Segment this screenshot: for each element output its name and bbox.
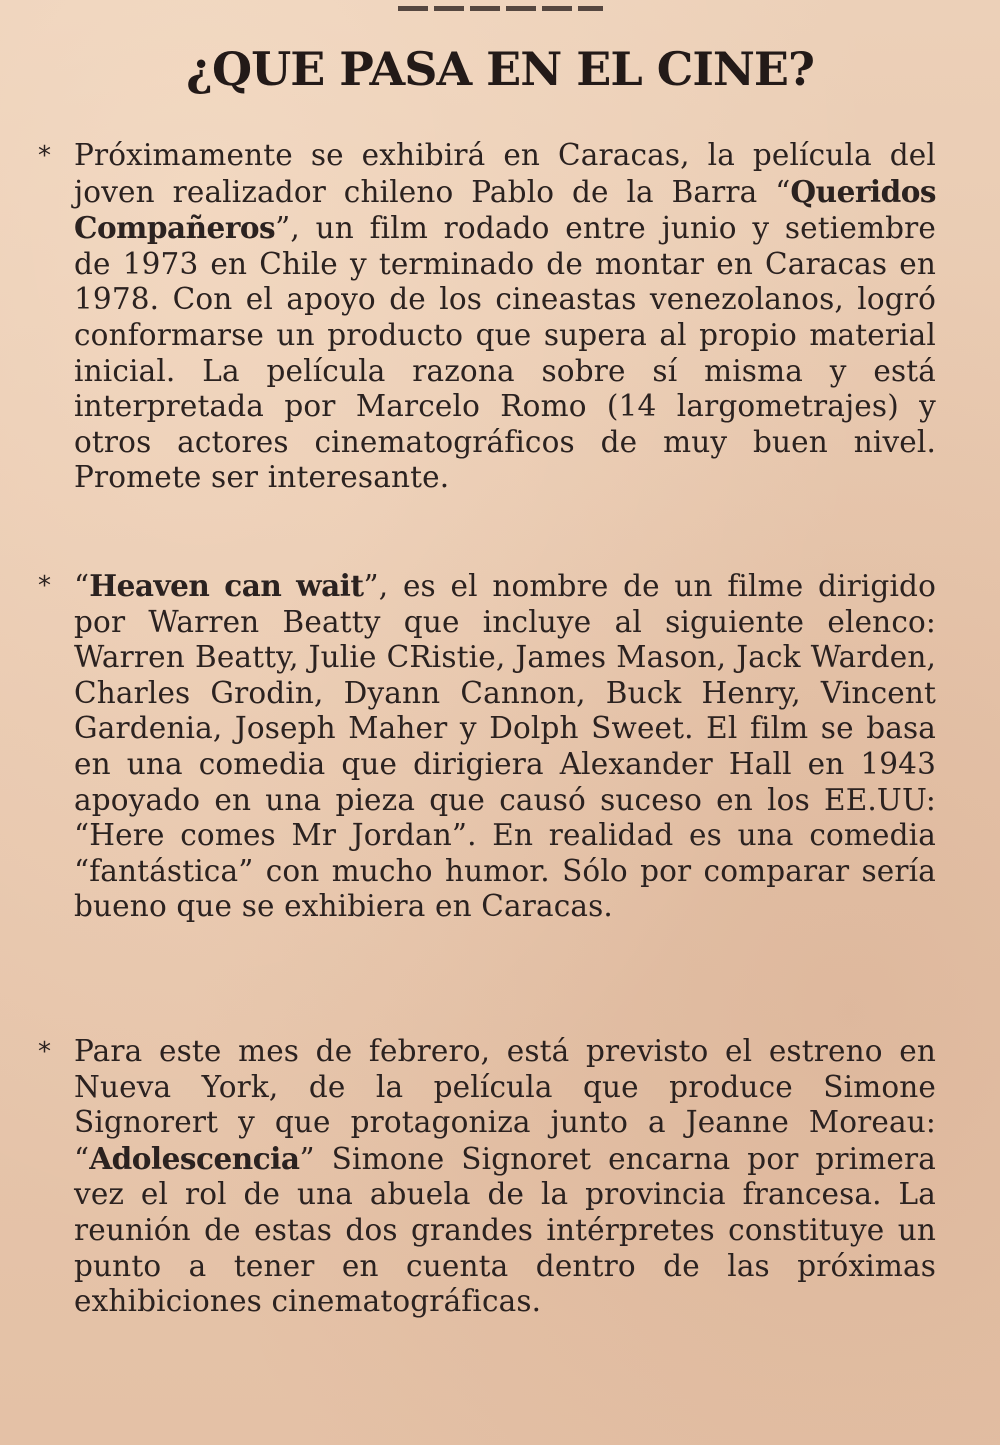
news-item-text bbox=[74, 1034, 936, 1320]
asterisk-bullet-icon: * bbox=[38, 141, 51, 171]
film-title: Heaven can wait bbox=[89, 568, 364, 603]
news-item-text bbox=[74, 138, 936, 496]
film-title: Queridos Compañeros bbox=[74, 173, 936, 246]
top-rule-divider bbox=[398, 6, 603, 11]
film-title: Adolescencia bbox=[89, 1140, 300, 1176]
text-before: “ bbox=[74, 569, 90, 603]
news-item-text bbox=[74, 568, 936, 925]
headline: ¿QUE PASA EN EL CINE? bbox=[186, 42, 814, 96]
text-after: ”, es el nombre de un filme dirigido por Warren Beatty que incluye al siguiente elenco: Warren Beatty, Julie CRistie, James Mason, Jack Warden, Charles Grodin, Dyann Cannon, Buck Henry, Vincent Gardenia, Joseph Maher y Dolph Sweet. El film se basa en una comedia que dirigiera Alexander Hall en 1943 apoyado en una pieza que causó suceso en los EE.UU: “Here comes Mr Jordan”. En realidad es una comedia “fantástica” con mucho humor. Sólo por comparar sería bueno que se exhibiera en Caracas. bbox=[74, 569, 936, 924]
text-before: Para este mes de febrero, está previsto el estreno en Nueva York, de la película que produce Simone Signorert y que protagoniza junto a Jeanne Moreau: “ bbox=[74, 1034, 936, 1176]
text-after: ” Simone Signoret encarna por primera vez el rol de una abuela de la provincia francesa. La reunión de estas dos grandes intérpretes constituye un punto a tener en cuenta dentro de las próximas exhibiciones cinematográficas. bbox=[74, 1141, 936, 1319]
asterisk-bullet-icon: * bbox=[38, 1037, 51, 1067]
text-after: ”, un film rodado entre junio y setiembre de 1973 en Chile y terminado de montar en Caracas en 1978. Con el apoyo de los cineastas venezolanos, logró conformarse un producto que supera al propio material inicial. La película razona sobre sí misma y está interpretada por Marcelo Romo (14 largometrajes) y otros actores cinematográficos de muy buen nivel. Promete ser interesante. bbox=[74, 211, 936, 495]
asterisk-bullet-icon: * bbox=[38, 571, 51, 601]
text-before: Próximamente se exhibirá en Caracas, la película del joven realizador chileno Pablo de la Barra “ bbox=[74, 138, 936, 209]
